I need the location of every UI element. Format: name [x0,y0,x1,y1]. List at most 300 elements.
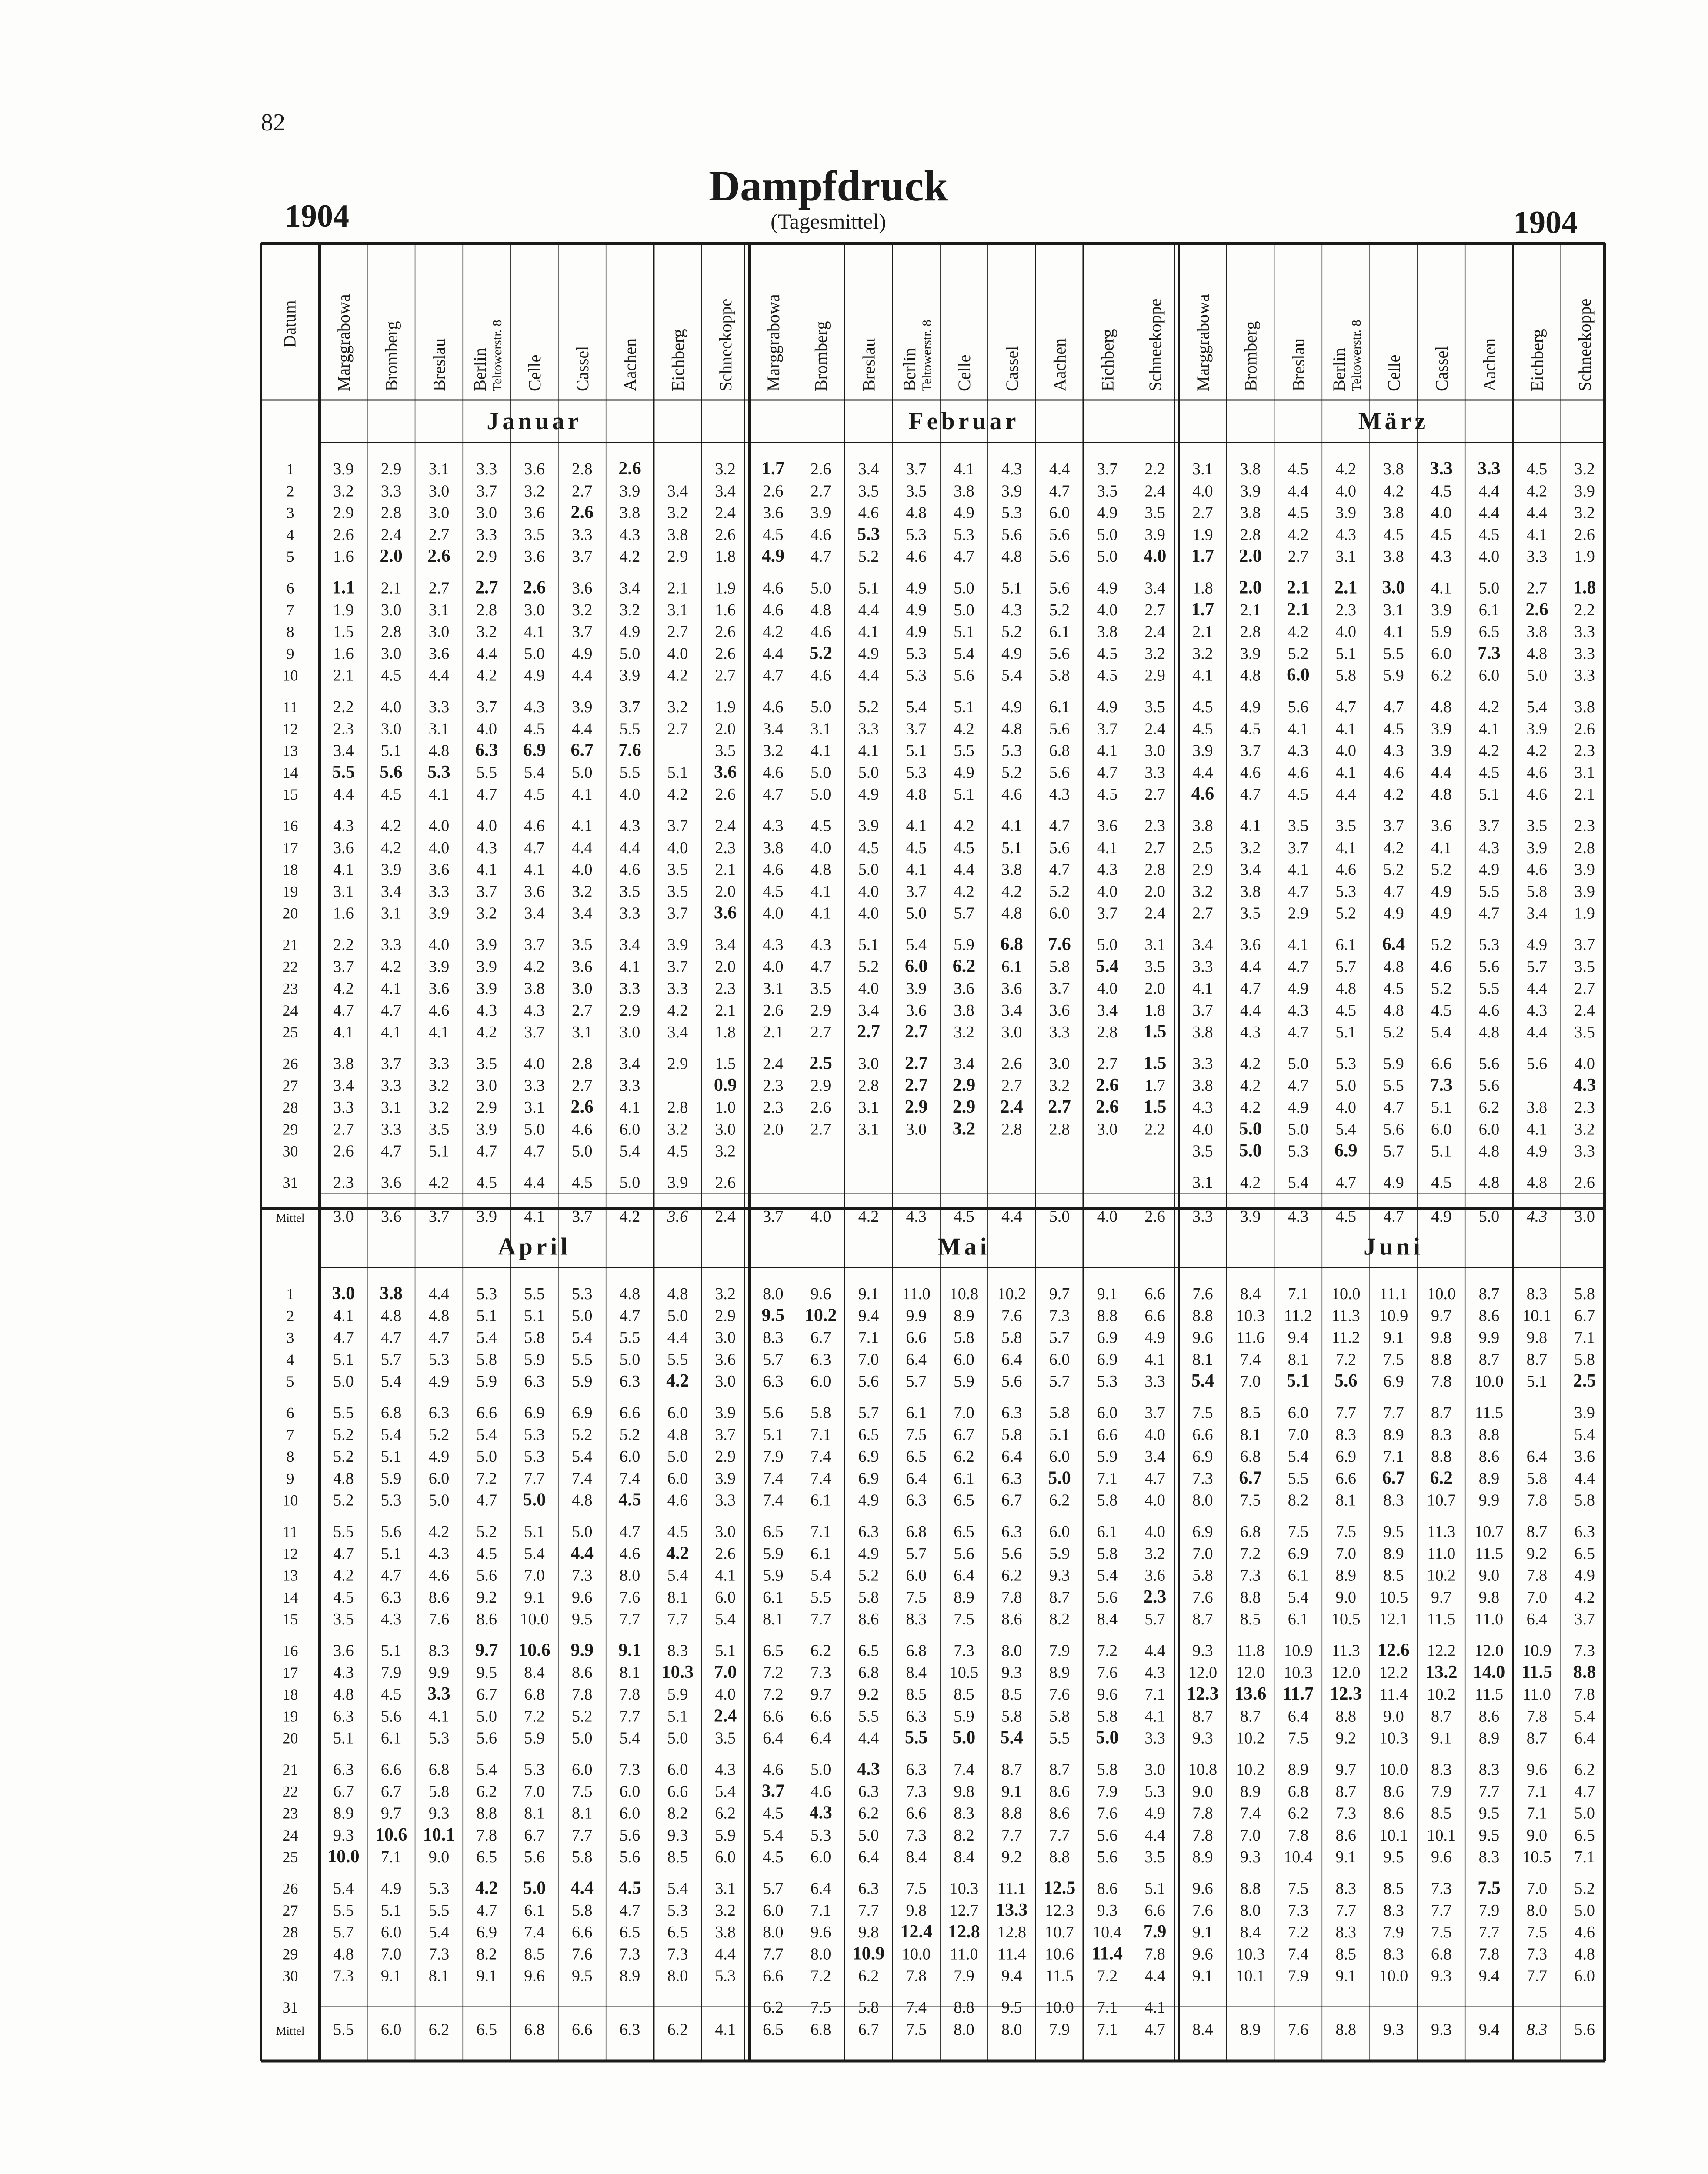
data-cell: 4.1 [428,1707,450,1726]
data-cell: 3.2 [667,503,688,522]
data-cell: 3.3 [333,1098,354,1117]
data-cell: 9.3 [1049,1566,1070,1585]
data-cell: 9.0 [428,1848,450,1867]
data-cell: 2.9 [476,1098,497,1117]
station-header: Aachen [1479,338,1499,391]
data-cell: 9.2 [858,1685,879,1704]
data-cell: 9.5 [1383,1848,1404,1867]
data-cell: 5.3 [906,525,927,544]
data-cell: 5.0 [810,785,831,804]
data-cell: 5.6 [1526,1054,1548,1073]
data-cell: 5.7 [763,1879,784,1898]
data-cell: 4.7 [619,1523,640,1541]
data-cell: 2.0 [1239,577,1262,598]
data-cell: 4.1 [954,460,974,478]
data-cell: 3.4 [667,482,688,500]
data-cell: 9.1 [1335,1967,1356,1985]
data-cell: 6.2 [858,1967,879,1985]
data-cell: 4.3 [1478,838,1500,857]
data-cell: 4.2 [1001,882,1022,901]
data-cell: 4.7 [1240,979,1261,998]
data-cell: 4.6 [1335,860,1356,879]
data-cell: 9.7 [1049,1285,1070,1303]
data-cell: 4.2 [1288,623,1309,641]
data-cell: 3.1 [380,904,402,923]
data-cell: 5.0 [667,1447,688,1466]
data-cell: 3.9 [906,979,927,998]
data-cell: 4.0 [428,838,450,857]
data-cell: 7.1 [1574,1848,1595,1867]
data-cell: 8.3 [1431,1425,1452,1444]
data-cell: 5.0 [572,1523,593,1541]
data-cell: 4.5 [954,838,974,857]
data-cell: 10.2 [1236,1729,1265,1747]
data-cell: 4.8 [906,503,927,522]
data-cell: 4.0 [1431,503,1452,522]
data-cell: 11.2 [1284,1307,1312,1325]
day-number: 4 [286,526,294,544]
data-cell: 5.4 [619,1142,640,1160]
data-cell: 1.9 [715,698,736,716]
data-cell: 5.6 [1049,763,1070,782]
data-cell: 7.0 [1288,1425,1309,1444]
data-cell: 4.7 [1478,904,1500,923]
data-cell: 8.9 [619,1967,640,1985]
day-number: 1 [286,1285,294,1303]
data-cell: 5.8 [524,1328,545,1347]
day-number: 5 [286,1373,294,1390]
data-cell: 3.3 [476,525,497,544]
data-cell: 2.0 [715,882,736,901]
data-cell: 3.6 [524,547,545,566]
day-number: 12 [282,1545,298,1563]
data-cell: 3.7 [572,623,593,641]
data-cell: 0.9 [714,1075,737,1095]
data-cell: 3.3 [858,720,879,738]
data-cell: 4.9 [428,1447,450,1466]
mittel-cell: 6.2 [667,2021,688,2039]
data-cell: 4.8 [810,860,831,879]
data-cell: 7.5 [1288,1879,1309,1898]
data-cell: 5.0 [524,1120,545,1139]
data-cell: 3.8 [1192,1076,1213,1095]
data-cell: 4.9 [1383,1174,1404,1192]
data-cell: 8.7 [1335,1782,1356,1801]
data-cell: 4.7 [1383,1098,1404,1117]
data-cell: 3.3 [428,882,450,901]
data-cell: 4.4 [572,720,593,738]
data-cell: 3.0 [380,644,402,663]
data-cell: 2.8 [1144,860,1165,879]
data-cell: 4.0 [524,1054,545,1073]
data-cell: 3.1 [1192,1174,1213,1192]
data-cell: 5.0 [1288,1054,1309,1073]
data-cell: 4.6 [1240,763,1261,782]
data-cell: 2.7 [1574,979,1595,998]
data-cell: 5.7 [1383,1142,1404,1160]
data-cell: 7.8 [1192,1826,1213,1844]
data-cell: 3.6 [1049,1001,1070,1020]
data-cell: 3.7 [524,1023,545,1042]
data-cell: 7.5 [1192,1404,1213,1422]
data-cell: 5.5 [476,763,497,782]
data-cell: 6.0 [715,1588,736,1607]
month-title: Februar [908,408,1020,435]
data-cell: 5.3 [810,1826,831,1844]
data-cell: 7.2 [763,1663,784,1682]
data-cell: 8.0 [1001,1641,1022,1660]
data-cell: 5.6 [1049,644,1070,663]
data-cell: 2.7 [1097,1054,1118,1073]
data-cell: 5.8 [1001,1707,1022,1726]
data-cell: 7.6 [428,1610,450,1629]
data-cell: 4.1 [1144,1707,1165,1726]
data-cell: 4.3 [1240,1023,1261,1042]
data-cell: 6.6 [906,1804,927,1823]
data-cell: 6.2 [1001,1566,1022,1585]
data-cell: 8.9 [1049,1663,1070,1682]
data-cell: 2.7 [904,1053,928,1074]
data-cell: 3.8 [1192,817,1213,835]
data-cell: 2.8 [380,623,402,641]
data-cell: 5.8 [1001,1425,1022,1444]
mittel-cell: 3.6 [380,1207,402,1226]
data-cell: 3.3 [380,1076,402,1095]
data-cell: 3.5 [1335,817,1356,835]
data-cell: 4.4 [858,666,879,685]
data-cell: 3.2 [1574,460,1595,478]
data-cell: 5.8 [476,1350,497,1369]
data-cell: 4.8 [1001,720,1022,738]
data-cell: 5.3 [906,644,927,663]
data-cell: 7.7 [572,1826,593,1844]
data-cell: 4.2 [954,817,974,835]
data-cell: 6.8 [906,1641,927,1660]
data-cell: 3.2 [524,482,545,500]
station-header: Eichberg [1527,329,1547,391]
data-cell: 5.8 [954,1328,974,1347]
data-cell: 5.1 [1144,1879,1165,1898]
data-cell: 5.1 [1001,579,1022,597]
data-cell: 4.0 [380,698,402,716]
data-cell: 8.0 [1240,1901,1261,1920]
station-header: Aachen [1050,338,1070,391]
data-cell: 3.2 [428,1098,450,1117]
data-cell: 6.5 [858,1641,879,1660]
station-header: Schneekoppe [1575,298,1595,391]
data-cell: 10.2 [1236,1761,1265,1779]
day-number: 10 [282,1491,298,1509]
data-cell: 2.1 [333,666,354,685]
data-cell: 7.8 [1288,1826,1309,1844]
day-number: 5 [286,548,294,566]
month-title: Juni [1364,1233,1424,1260]
data-cell: 2.9 [952,1075,976,1095]
data-cell: 2.6 [618,459,641,479]
data-cell: 3.5 [667,860,688,879]
data-cell: 5.6 [1049,525,1070,544]
data-cell: 4.7 [1383,698,1404,716]
data-cell: 4.5 [1288,785,1309,804]
data-cell: 4.4 [1335,785,1356,804]
data-cell: 3.9 [715,1404,736,1422]
data-cell: 4.8 [572,1491,593,1510]
data-cell: 4.2 [1288,525,1309,544]
data-cell: 4.0 [1335,741,1356,760]
mittel-cell: 5.6 [1574,2021,1595,2039]
data-cell: 4.5 [524,720,545,738]
data-cell: 4.5 [1192,720,1213,738]
data-cell: 4.7 [476,1142,497,1160]
data-cell: 8.7 [1001,1761,1022,1779]
data-cell: 7.4 [1240,1804,1261,1823]
data-cell: 7.4 [810,1447,831,1466]
data-cell: 3.9 [858,817,879,835]
data-cell: 1.8 [715,1023,736,1042]
data-cell: 8.3 [1526,1285,1548,1303]
data-cell: 10.3 [1379,1729,1408,1747]
data-cell: 5.6 [1001,525,1022,544]
data-cell: 7.3 [1478,643,1501,664]
data-cell: 7.2 [524,1707,545,1726]
data-cell: 4.2 [1240,1098,1261,1117]
data-cell: 4.0 [476,817,497,835]
data-cell: 8.2 [667,1804,688,1823]
day-number: 7 [286,601,294,619]
data-cell: 1.6 [333,644,354,663]
data-cell: 6.1 [906,1404,927,1422]
data-cell: 5.5 [1383,644,1404,663]
data-cell: 5.4 [715,1782,736,1801]
data-cell: 12.2 [1379,1663,1408,1682]
mittel-cell: 8.0 [1001,2021,1022,2039]
data-cell: 3.0 [619,1023,640,1042]
data-cell: 5.4 [1431,1023,1452,1042]
data-cell: 3.7 [380,1054,402,1073]
data-cell: 3.0 [476,503,497,522]
data-cell: 6.3 [380,1588,402,1607]
data-cell: 2.6 [763,1001,784,1020]
data-cell: 4.4 [572,666,593,685]
data-cell: 7.1 [1097,1469,1118,1488]
data-cell: 4.4 [1526,979,1548,998]
data-cell: 5.1 [1049,1425,1070,1444]
data-cell: 2.6 [810,460,831,478]
data-cell: 9.8 [1431,1328,1452,1347]
data-cell: 2.4 [715,503,736,522]
data-cell: 6.4 [1526,1447,1548,1466]
data-cell: 3.3 [1144,1372,1165,1391]
data-cell: 6.2 [858,1804,879,1823]
data-cell: 6.9 [1288,1544,1309,1563]
data-cell: 8.1 [1192,1350,1213,1369]
data-cell: 7.8 [476,1826,497,1844]
data-cell: 5.5 [333,1901,354,1920]
data-cell: 5.0 [524,644,545,663]
data-cell: 3.2 [715,1901,736,1920]
data-cell: 4.3 [333,1663,354,1682]
data-cell: 6.6 [1192,1425,1213,1444]
data-cell: 4.2 [1478,698,1500,716]
data-cell: 4.9 [1288,979,1309,998]
data-cell: 7.7 [1383,1404,1404,1422]
data-cell: 5.1 [428,1142,450,1160]
data-cell: 4.1 [380,1023,402,1042]
data-cell: 8.2 [476,1945,497,1964]
data-cell: 5.1 [1431,1142,1452,1160]
data-cell: 5.1 [1431,1098,1452,1117]
data-cell: 7.5 [1431,1923,1452,1942]
data-cell: 3.3 [667,979,688,998]
data-cell: 3.8 [667,525,688,544]
data-cell: 3.2 [619,600,640,619]
mittel-cell: 6.8 [810,2021,831,2039]
data-cell: 10.6 [375,1824,407,1845]
mittel-cell: 3.7 [763,1207,784,1226]
day-number: 22 [282,1783,298,1801]
data-cell: 7.9 [1049,1641,1070,1660]
data-cell: 6.1 [1335,936,1356,954]
data-cell: 7.1 [1526,1782,1548,1801]
data-cell: 11.1 [997,1879,1026,1898]
data-cell: 6.5 [954,1491,974,1510]
day-number: 19 [282,883,298,900]
station-header: Marggrabowa [1193,294,1213,391]
data-cell: 5.4 [524,763,545,782]
data-cell: 9.9 [428,1663,450,1682]
data-cell: 4.1 [333,1307,354,1325]
data-cell: 3.5 [1240,904,1261,923]
data-cell: 4.5 [763,882,784,901]
data-cell: 5.0 [428,1491,450,1510]
data-cell: 6.3 [1001,1523,1022,1541]
data-cell: 4.9 [1431,904,1452,923]
data-cell: 2.9 [810,1076,831,1095]
data-cell: 9.7 [380,1804,402,1823]
data-cell: 2.6 [1096,1075,1119,1095]
data-cell: 3.1 [810,720,831,738]
data-cell: 6.1 [1001,957,1022,976]
data-cell: 8.3 [1383,1491,1404,1510]
data-cell: 2.7 [904,1022,928,1042]
data-cell: 5.8 [1049,666,1070,685]
data-cell: 5.8 [1335,666,1356,685]
page-title: Dampfdruck [708,162,948,210]
month-title: April [498,1233,571,1260]
data-cell: 4.6 [858,503,879,522]
data-cell: 5.3 [1335,882,1356,901]
data-cell: 7.3 [1240,1566,1261,1585]
data-cell: 5.7 [1526,957,1548,976]
data-cell: 3.9 [476,979,497,998]
data-cell: 4.5 [1431,525,1452,544]
data-cell: 5.8 [1097,1707,1118,1726]
day-number: 9 [286,1470,294,1487]
data-cell: 4.4 [1144,1826,1165,1844]
data-cell: 8.8 [1335,1707,1356,1726]
day-number: 31 [282,1999,298,2016]
day-number: 12 [282,720,298,738]
data-cell: 8.7 [1526,1729,1548,1747]
data-cell: 4.4 [333,785,354,804]
data-cell: 5.4 [1574,1425,1595,1444]
data-cell: 6.0 [1574,1967,1595,1985]
data-cell: 3.9 [1431,600,1452,619]
mittel-cell: 3.3 [1192,1207,1213,1226]
data-cell: 4.3 [1001,600,1022,619]
data-cell: 3.0 [715,1120,736,1139]
data-cell: 7.1 [858,1328,879,1347]
data-cell: 6.3 [1001,1469,1022,1488]
data-cell: 5.6 [476,1729,497,1747]
data-cell: 3.5 [715,741,736,760]
data-cell: 3.4 [333,1076,354,1095]
data-cell: 4.2 [428,1174,450,1192]
data-cell: 8.1 [1240,1425,1261,1444]
data-cell: 7.5 [906,1425,927,1444]
mittel-cell: 4.0 [1097,1207,1118,1226]
station-header: Aachen [620,338,640,391]
data-cell: 2.9 [667,547,688,566]
data-cell: 3.7 [715,1425,736,1444]
data-cell: 7.9 [380,1663,402,1682]
station-header-sub: Teltowerstr. 8 [1349,320,1364,391]
data-cell: 4.9 [858,1544,879,1563]
data-cell: 6.9 [1383,1372,1404,1391]
mittel-cell: 6.8 [524,2021,545,2039]
data-cell: 2.0 [715,720,736,738]
data-cell: 4.7 [1288,1023,1309,1042]
data-cell: 11.3 [1331,1307,1360,1325]
data-cell: 6.9 [523,740,546,760]
data-cell: 3.2 [1144,1544,1165,1563]
data-cell: 8.3 [763,1328,784,1347]
data-cell: 4.6 [810,525,831,544]
data-cell: 5.3 [524,1447,545,1466]
mittel-cell: 5.0 [1478,1207,1500,1226]
data-cell: 7.3 [1288,1901,1309,1920]
data-cell: 4.9 [1383,904,1404,923]
data-cell: 4.3 [763,817,784,835]
data-cell: 6.0 [763,1901,784,1920]
data-cell: 4.5 [476,1544,497,1563]
data-cell: 6.7 [1239,1468,1262,1488]
data-cell: 9.0 [1383,1707,1404,1726]
data-cell: 10.3 [661,1662,694,1682]
data-cell: 6.6 [810,1707,831,1726]
data-cell: 7.5 [1478,1878,1501,1898]
data-cell: 4.2 [1240,1174,1261,1192]
data-cell: 4.7 [763,666,784,685]
data-cell: 2.9 [904,1097,928,1117]
data-cell: 4.9 [1001,644,1022,663]
day-number: 15 [282,1610,298,1628]
mittel-cell: 6.5 [476,2021,497,2039]
data-cell: 6.5 [763,1641,784,1660]
data-cell: 4.2 [1526,741,1548,760]
data-cell: 3.9 [333,460,354,478]
data-cell: 7.0 [524,1566,545,1585]
data-cell: 6.4 [810,1729,831,1747]
data-cell: 3.3 [1049,1023,1070,1042]
data-cell: 4.2 [954,882,974,901]
data-cell: 6.0 [904,956,928,977]
data-cell: 3.4 [380,882,402,901]
day-number: 28 [282,1099,298,1117]
day-number: 10 [282,667,298,684]
mittel-cell: 3.0 [333,1207,354,1226]
data-cell: 4.5 [1478,525,1500,544]
